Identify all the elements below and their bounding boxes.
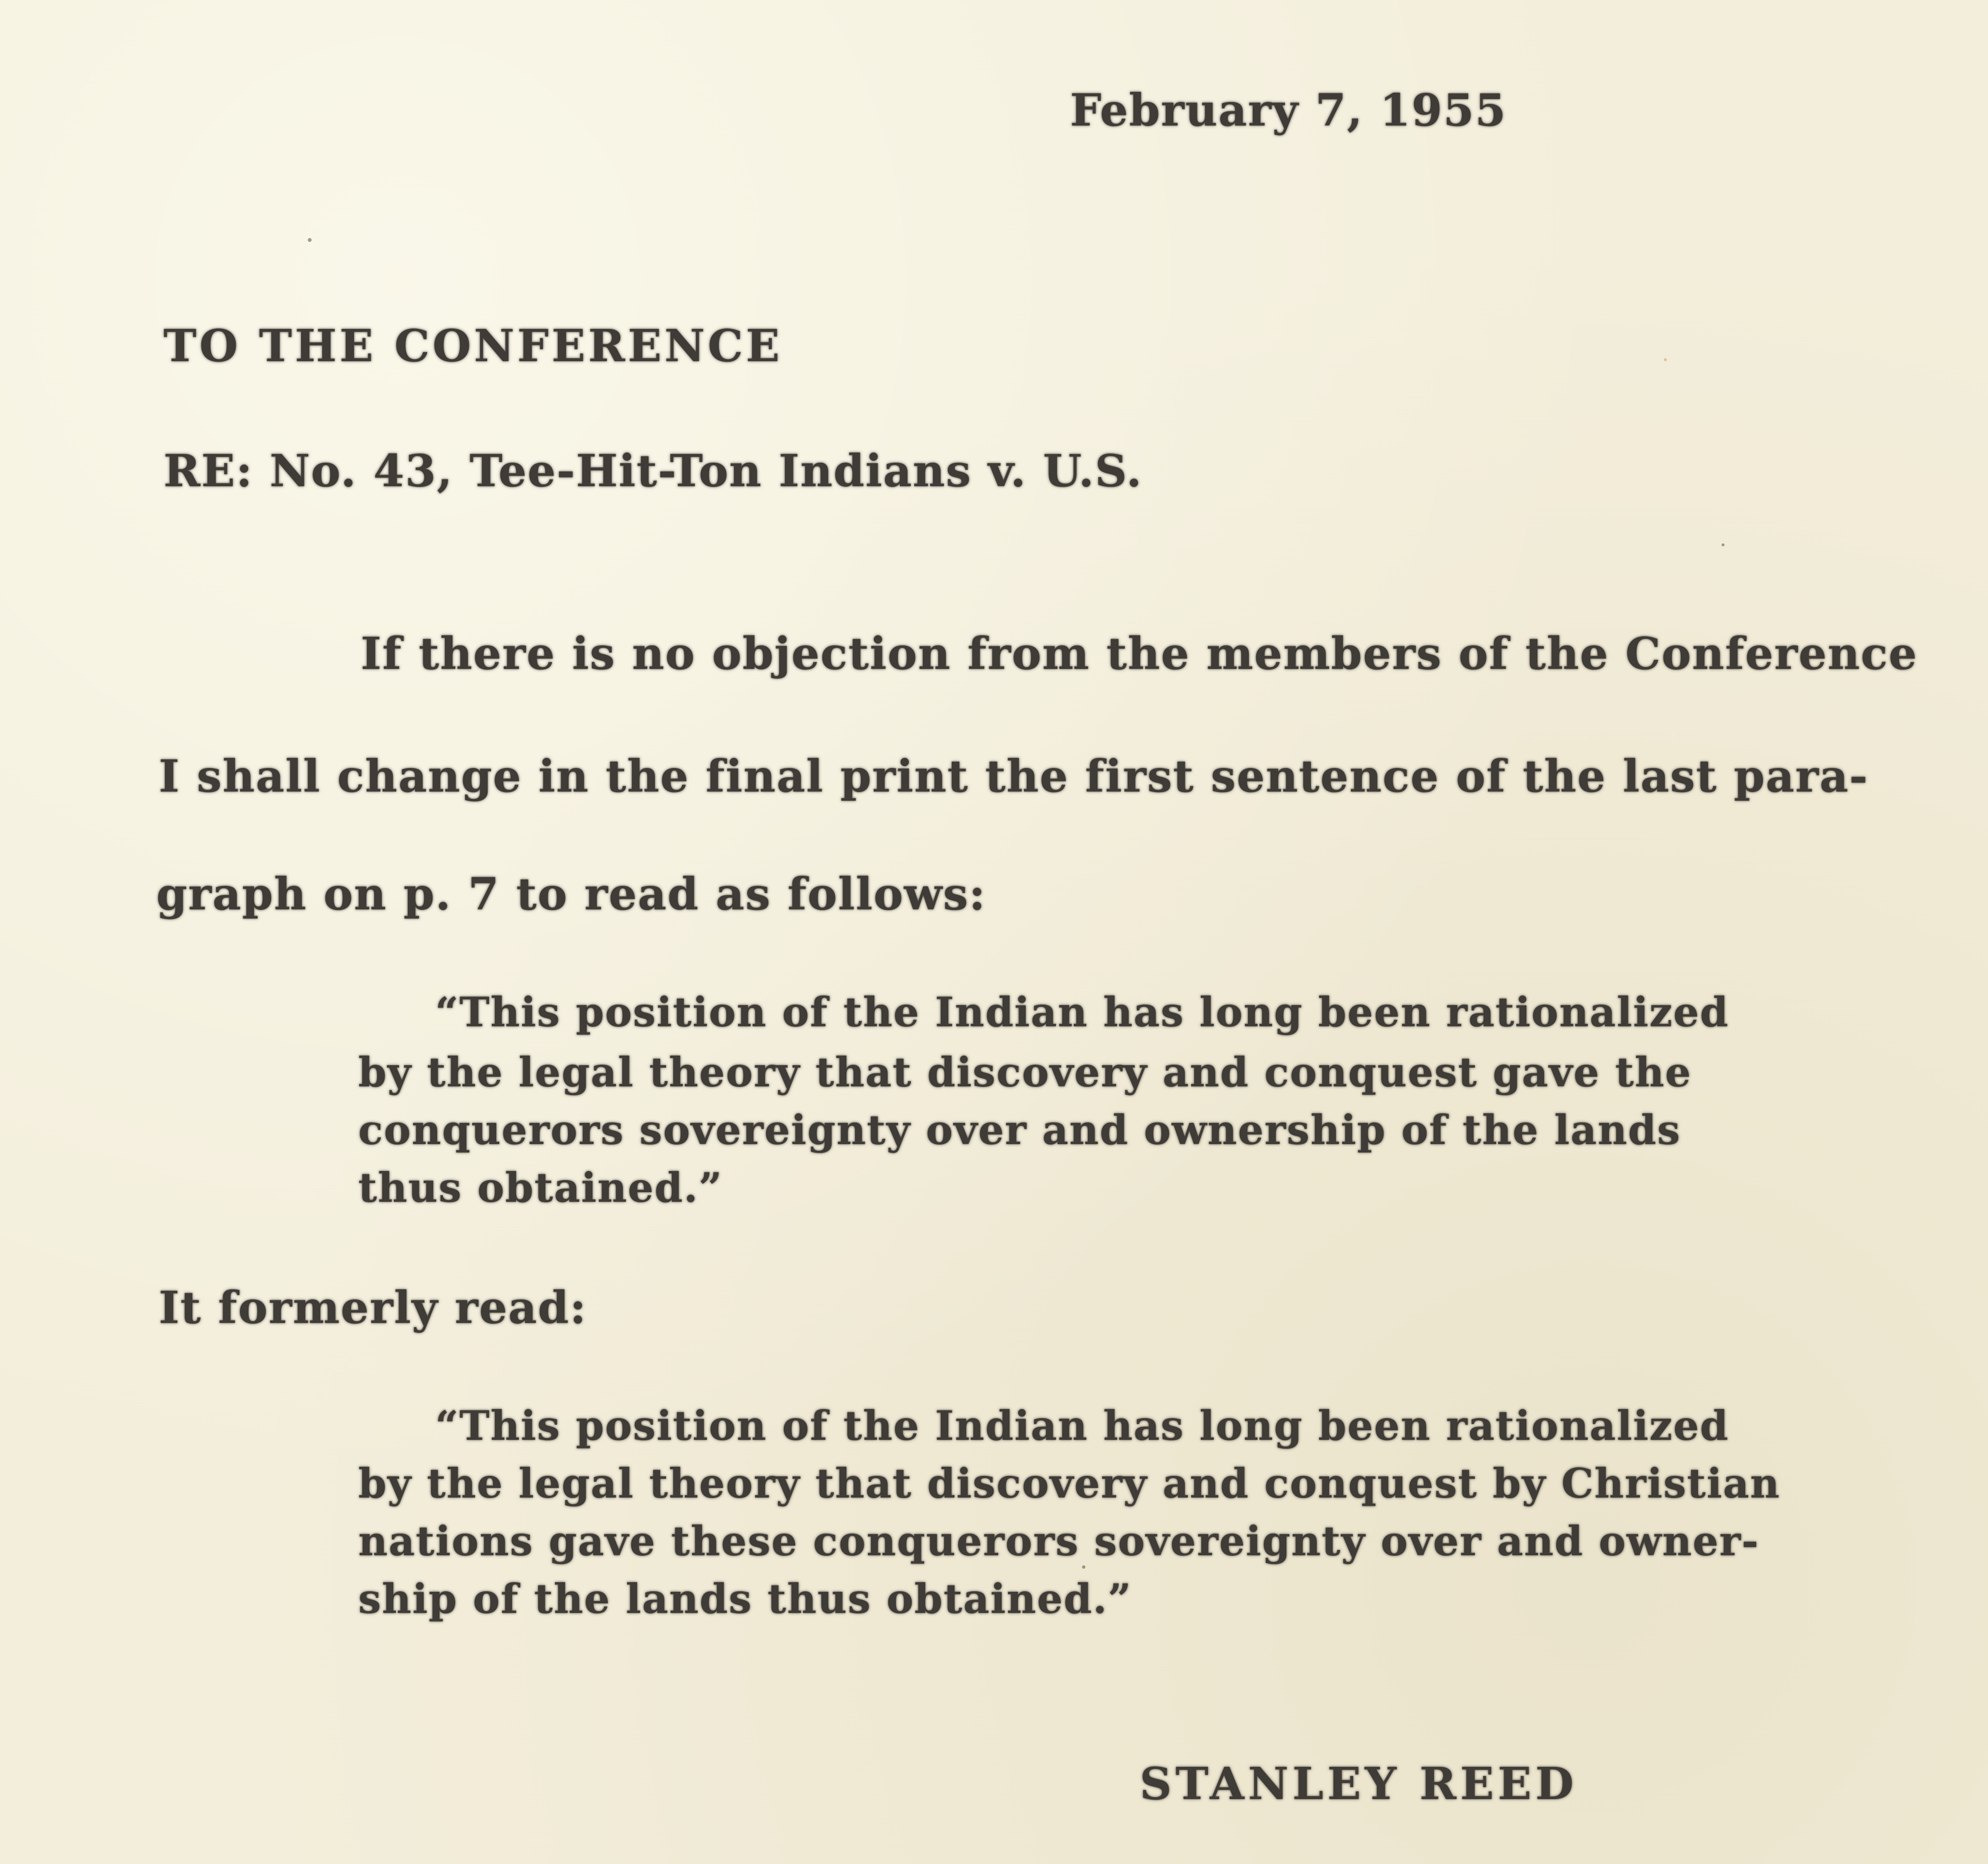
formerly-read-label: It formerly read: <box>159 1282 587 1334</box>
memo-signature: STANLEY REED <box>1140 1758 1578 1810</box>
original-quote-line: nations gave these conquerors sovereignty over and owner- <box>358 1517 1760 1565</box>
memo-date: February 7, 1955 <box>1070 84 1507 136</box>
memo-addressee: TO THE CONFERENCE <box>164 320 783 372</box>
body-line: If there is no objection from the members of the Conference <box>361 628 1918 680</box>
revised-quote-line: conquerors sovereignty over and ownership of the lands <box>358 1106 1681 1154</box>
original-quote-line: by the legal theory that discovery and conquest by Christian <box>358 1460 1781 1507</box>
paper-speck <box>1664 358 1667 361</box>
revised-quote-line: by the legal theory that discovery and conquest gave the <box>358 1048 1692 1096</box>
paper-speck <box>1722 543 1724 546</box>
memo-subject: RE: No. 43, Tee-Hit-Ton Indians v. U.S. <box>164 445 1143 497</box>
revised-quote-line: thus obtained.” <box>358 1164 723 1211</box>
original-quote-line: “This position of the Indian has long been rationalized <box>435 1402 1729 1449</box>
paper-speck <box>1082 1565 1085 1569</box>
revised-quote-line: “This position of the Indian has long been rationalized <box>435 988 1729 1036</box>
original-quote-line: ship of the lands thus obtained.” <box>358 1575 1132 1623</box>
body-line: graph on p. 7 to read as follows: <box>156 868 986 920</box>
body-line: I shall change in the final print the first sentence of the last para- <box>159 750 1869 802</box>
paper-speck <box>308 238 312 242</box>
